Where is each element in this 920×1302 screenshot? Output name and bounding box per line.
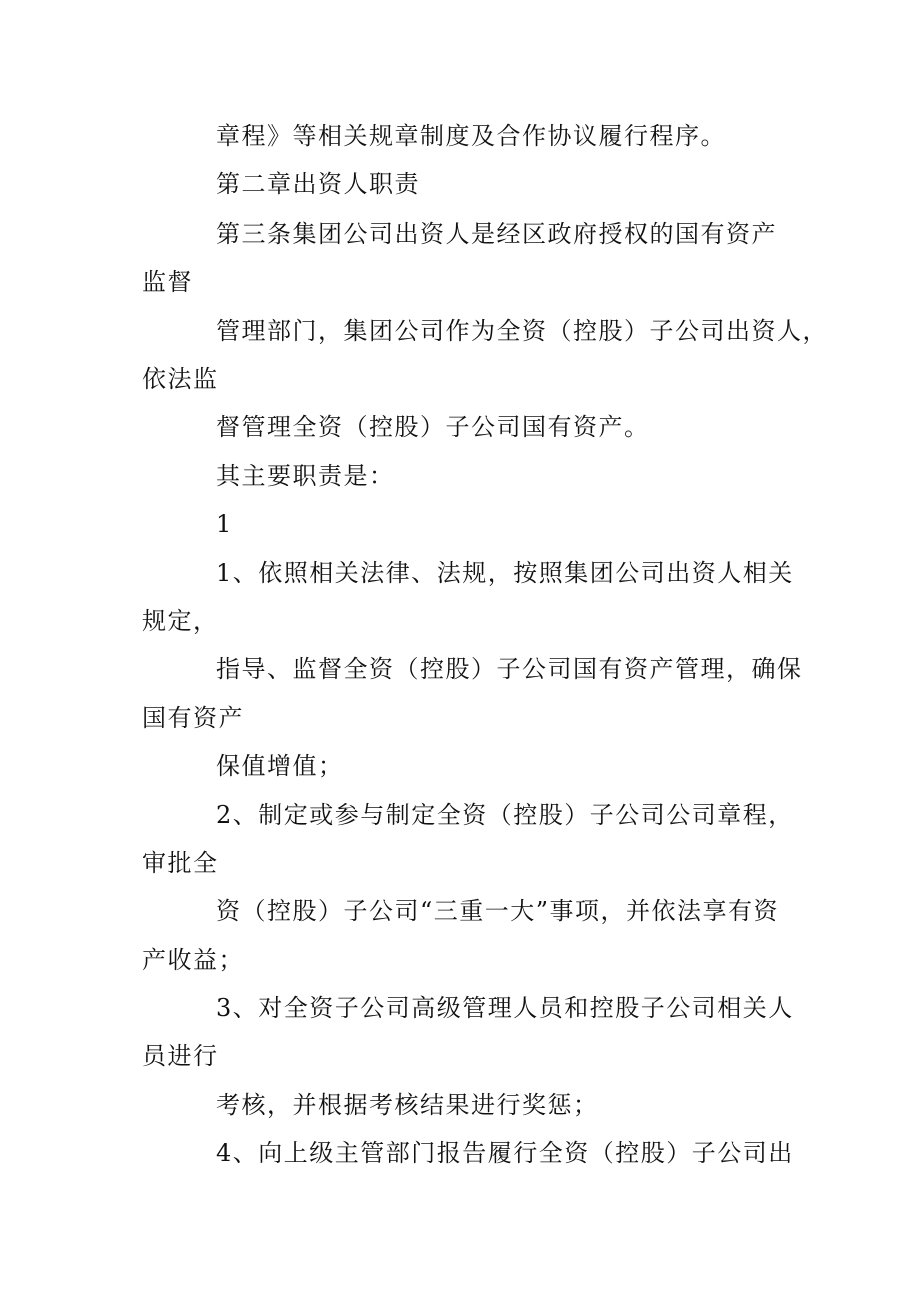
text-line: 考核，并根据考核结果进行奖惩； xyxy=(216,1091,599,1119)
text-line: 监督 xyxy=(142,268,193,296)
text-line: 产收益； xyxy=(142,946,244,974)
text-line: 1、依照相关法律、法规，按照集团公司出资人相关 xyxy=(216,559,794,587)
text-line: 3、对全资子公司高级管理人员和控股子公司相关人 xyxy=(216,994,794,1022)
text-line: 4、向上级主管部门报告履行全资（控股）子公司出 xyxy=(216,1139,794,1167)
text-line: 第三条集团公司出资人是经区政府授权的国有资产 xyxy=(216,220,777,248)
text-line: 2、制定或参与制定全资（控股）子公司公司章程， xyxy=(216,801,794,829)
text-line: 指导、监督全资（控股）子公司国有资产管理，确保 xyxy=(216,655,803,683)
text-line: 资（控股）子公司“三重一大”事项，并依法享有资 xyxy=(216,897,780,925)
text-line: 规定， xyxy=(142,607,219,635)
chapter-heading: 第二章出资人职责 xyxy=(216,170,420,198)
text-line: 员进行 xyxy=(142,1042,219,1070)
text-line: 国有资产 xyxy=(142,704,244,732)
text-line: 依法监 xyxy=(142,365,219,393)
text-line: 审批全 xyxy=(142,849,219,877)
text-line: 督管理全资（控股）子公司国有资产。 xyxy=(216,413,650,441)
text-line: 管理部门，集团公司作为全资（控股）子公司出资人， xyxy=(216,317,828,345)
text-line: 其主要职责是： xyxy=(216,462,395,490)
text-line: 保值增值； xyxy=(216,752,344,780)
page-number: 1 xyxy=(216,510,233,538)
text-line: 章程》等相关规章制度及合作协议履行程序。 xyxy=(216,122,726,150)
